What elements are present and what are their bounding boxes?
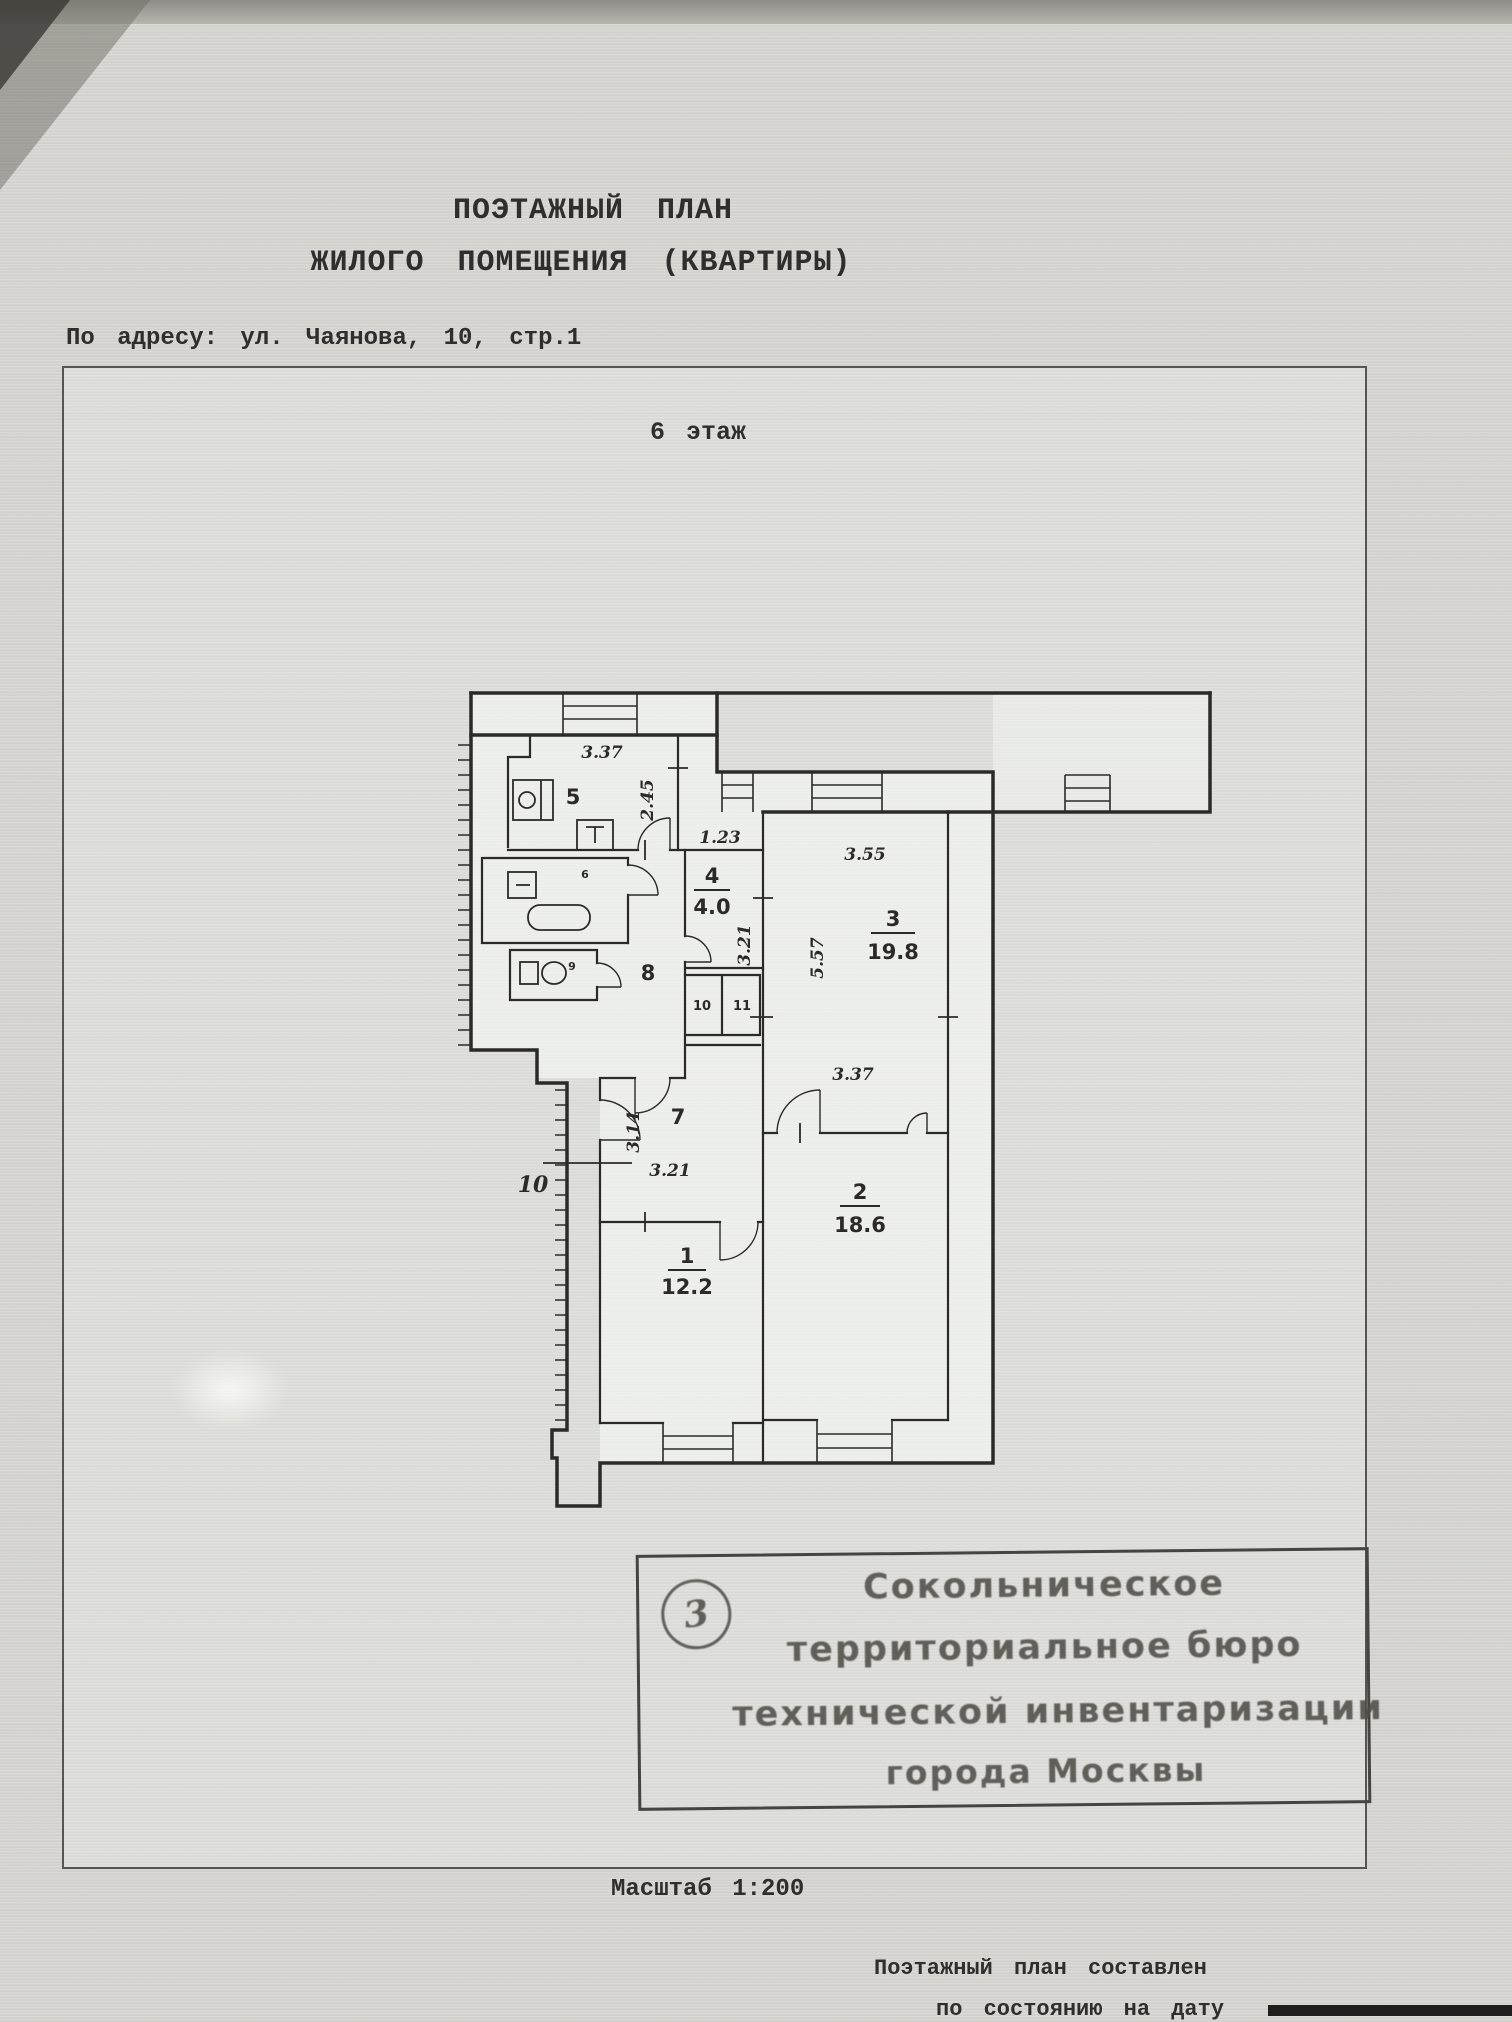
scale-label: Масштаб 1:200 xyxy=(611,1876,805,1903)
document-title-line1: ПОЭТАЖНЫЙ ПЛАН xyxy=(452,194,734,228)
floor-plan xyxy=(420,680,1240,1520)
room9-number: 9 xyxy=(568,960,576,973)
footer-line-1: Поэтажный план составлен xyxy=(874,1956,1207,1981)
room6-number: 6 xyxy=(581,868,589,881)
stairwell-label: 10 xyxy=(517,1172,549,1198)
room1-number: 1 xyxy=(679,1244,695,1268)
dim-corr7-height: 3.14 xyxy=(624,1111,644,1153)
dim-kitchen-height: 2.45 xyxy=(638,779,658,821)
room4-number: 4 xyxy=(704,864,720,888)
stamp-line-4: города Москвы xyxy=(885,1749,1207,1793)
apartment-fill xyxy=(471,693,993,1463)
room2-number: 2 xyxy=(852,1180,868,1204)
stamp-line-3: технической инвентаризации xyxy=(732,1688,1385,1735)
stamp-number-circle: 3 xyxy=(656,1574,736,1654)
photo-bottom-edge xyxy=(1268,2005,1512,2016)
room7-number: 7 xyxy=(670,1105,686,1129)
room1-area: 12.2 xyxy=(661,1275,713,1299)
dim-room3-width2: 3.37 xyxy=(832,1065,874,1085)
room4-area: 4.0 xyxy=(693,895,731,919)
stamp-line-1: Сокольническое xyxy=(862,1563,1226,1608)
photo-top-edge xyxy=(0,0,1512,24)
dim-nook-width: 1.23 xyxy=(699,828,741,848)
floor-label: 6 этаж xyxy=(650,418,747,447)
dim-corr7-width: 3.21 xyxy=(649,1161,691,1181)
room11-number: 11 xyxy=(732,999,752,1014)
room3-number: 3 xyxy=(885,907,901,931)
room8-number: 8 xyxy=(640,961,656,985)
stamp-line-2: территориальное бюро xyxy=(786,1624,1303,1671)
footer-line-2: по состоянию на дату xyxy=(936,1997,1225,2022)
room5-number: 5 xyxy=(565,785,581,809)
dim-room3-height: 5.57 xyxy=(808,937,828,979)
document-title-line2: ЖИЛОГО ПОМЕЩЕНИЯ (КВАРТИРЫ) xyxy=(310,246,852,280)
neighbor-fill xyxy=(993,693,1210,812)
room3-area: 19.8 xyxy=(867,940,919,964)
dim-room4-height: 3.21 xyxy=(735,924,755,966)
address-line: По адресу: ул. Чаянова, 10, стр.1 xyxy=(66,325,582,352)
room2-area: 18.6 xyxy=(834,1213,886,1237)
dim-kitchen-width: 3.37 xyxy=(581,743,623,763)
dim-room3-width: 3.55 xyxy=(844,845,886,865)
room10-number: 10 xyxy=(692,999,712,1014)
bti-stamp xyxy=(636,1547,1385,1811)
